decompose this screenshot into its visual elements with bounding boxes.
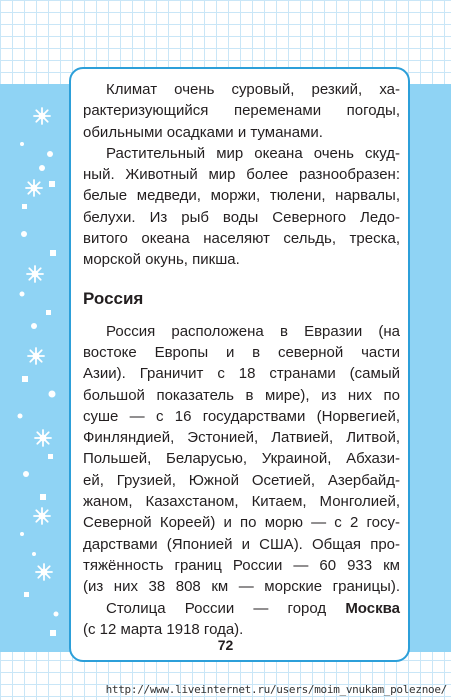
text-line: ный. Животный мир более разнообразен:	[83, 166, 400, 184]
text-line: белые медведи, моржи, тюлени, нарвалы,	[83, 187, 400, 205]
text-line: Россия расположена в Евразии (на	[106, 322, 400, 340]
text-line: Северной Кореей) и по морю — с 2 госу-	[83, 514, 400, 532]
text-line: Климат очень суровый, резкий, ха-	[106, 81, 400, 98]
text-line: востоке Европы и в северной части	[83, 343, 400, 361]
text-line: суше — с 16 государствами (Норвегией,	[83, 407, 400, 425]
text-line: Азии). Граничит с 18 странами (самый	[83, 365, 400, 383]
footer-url: http://www.liveinternet.ru/users/moim_vnukam_poleznoe/	[105, 683, 447, 696]
capital-name: Москва	[345, 599, 400, 617]
text-line: дарствами (Японией и США). Общая про-	[83, 535, 400, 553]
page-number: 72	[217, 637, 234, 653]
text-line: белухи. Из рыб воды Северного Ледо-	[83, 208, 400, 226]
text-line: Польшей, Беларусью, Украиной, Абхази-	[83, 450, 400, 468]
paragraph-russia	[83, 321, 400, 598]
text-line: рактеризующийся переменами погоды,	[83, 102, 400, 120]
text-line: большой показатель в мире), из них по	[83, 386, 400, 404]
text-line	[83, 598, 400, 619]
paragraph-climate	[83, 79, 400, 143]
section-heading: Россия	[83, 288, 144, 308]
capital-text: Столица России — город	[106, 599, 346, 617]
text-line: обильными осадками и туманами.	[83, 123, 323, 141]
paragraph-flora-fauna	[83, 143, 400, 271]
text-line: Растительный мир океана очень скуд-	[106, 144, 400, 162]
text-line: (с 12 марта 1918 года).	[83, 620, 244, 638]
text-card	[69, 67, 410, 662]
text-line: витого океана населяют сельдь, треска,	[83, 230, 400, 248]
text-line: ей, Грузией, Южной Осетией, Азербайд-	[83, 471, 400, 489]
snowflake-decoration	[0, 84, 70, 652]
text-line: Финляндией, Эстонией, Латвией, Литвой,	[83, 429, 400, 447]
text-line: морской окунь, пикша.	[83, 251, 240, 269]
text-line: (из них 38 808 км — морские границы).	[83, 578, 400, 596]
paragraph-capital	[83, 598, 400, 641]
text-line: жаном, Казахстаном, Китаем, Монголией,	[83, 493, 400, 511]
article-content	[83, 79, 400, 640]
text-line: тяжённость границ России — 60 933 км	[83, 556, 400, 574]
